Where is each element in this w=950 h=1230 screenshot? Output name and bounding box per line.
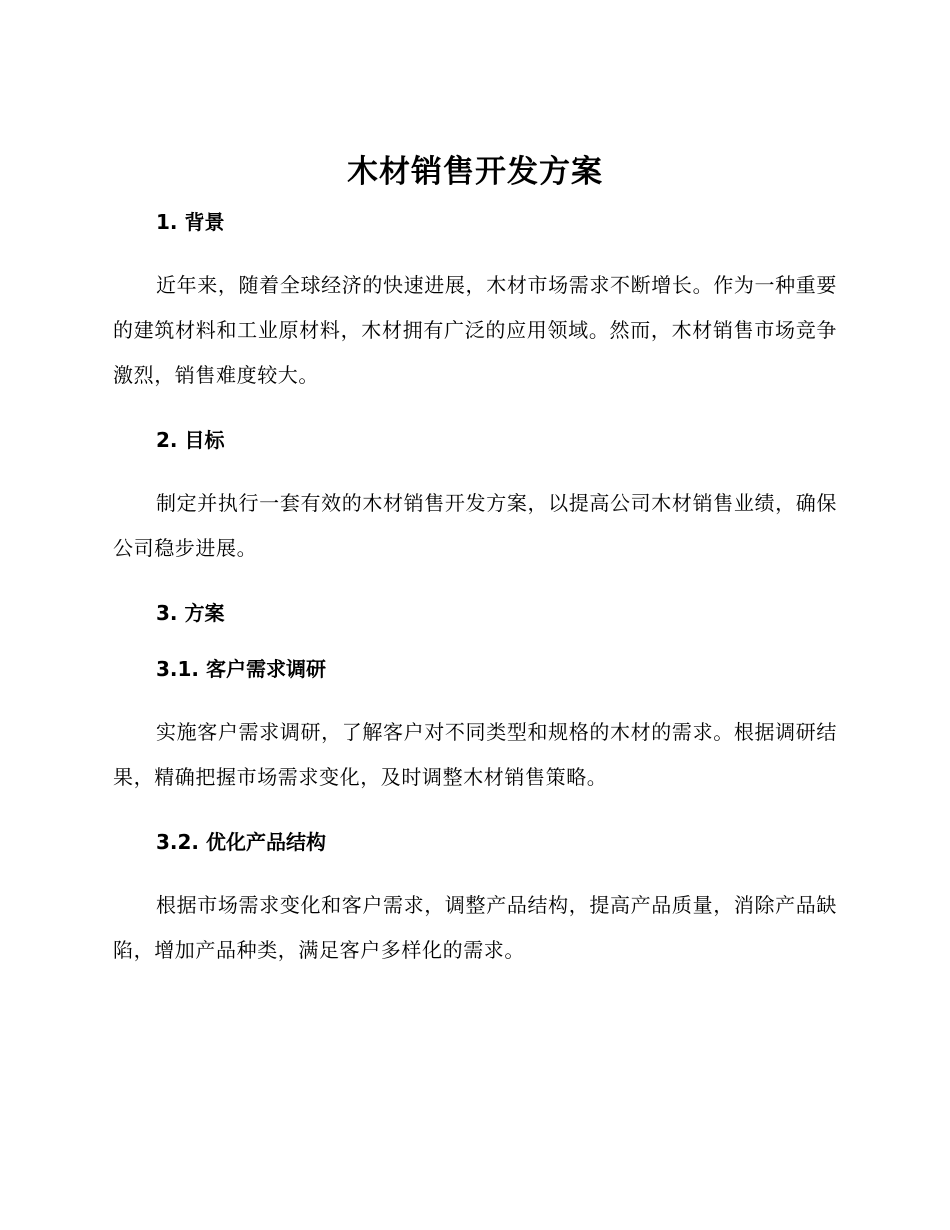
section-heading: 1. 背景 <box>156 210 225 234</box>
section-heading: 3.2. 优化产品结构 <box>156 830 326 854</box>
section-paragraph: 实施客户需求调研，了解客户对不同类型和规格的木材的需求。根据调研结果，精确把握市场需求变化，及时调整木材销售策略。 <box>113 720 837 789</box>
document-title: 木材销售开发方案 <box>347 154 603 190</box>
section-customer-research <box>113 655 837 828</box>
section-product-structure <box>113 828 837 973</box>
section-heading: 2. 目标 <box>156 428 225 452</box>
section-paragraph: 近年来，随着全球经济的快速进展，木材市场需求不断增长。作为一种重要的建筑材料和工业原材料，木材拥有广泛的应用领域。然而，木材销售市场竞争激烈，销售难度较大。 <box>113 273 837 387</box>
section-paragraph: 制定并执行一套有效的木材销售开发方案，以提高公司木材销售业绩，确保公司稳步进展。 <box>113 491 837 560</box>
section-heading: 3.1. 客户需求调研 <box>156 657 326 681</box>
section-heading: 3. 方案 <box>156 601 225 625</box>
section-goal <box>113 426 837 599</box>
section-background <box>113 208 837 426</box>
section-paragraph: 根据市场需求变化和客户需求，调整产品结构，提高产品质量，消除产品缺陷，增加产品种类，满足客户多样化的需求。 <box>113 893 837 962</box>
section-plan <box>113 599 837 655</box>
